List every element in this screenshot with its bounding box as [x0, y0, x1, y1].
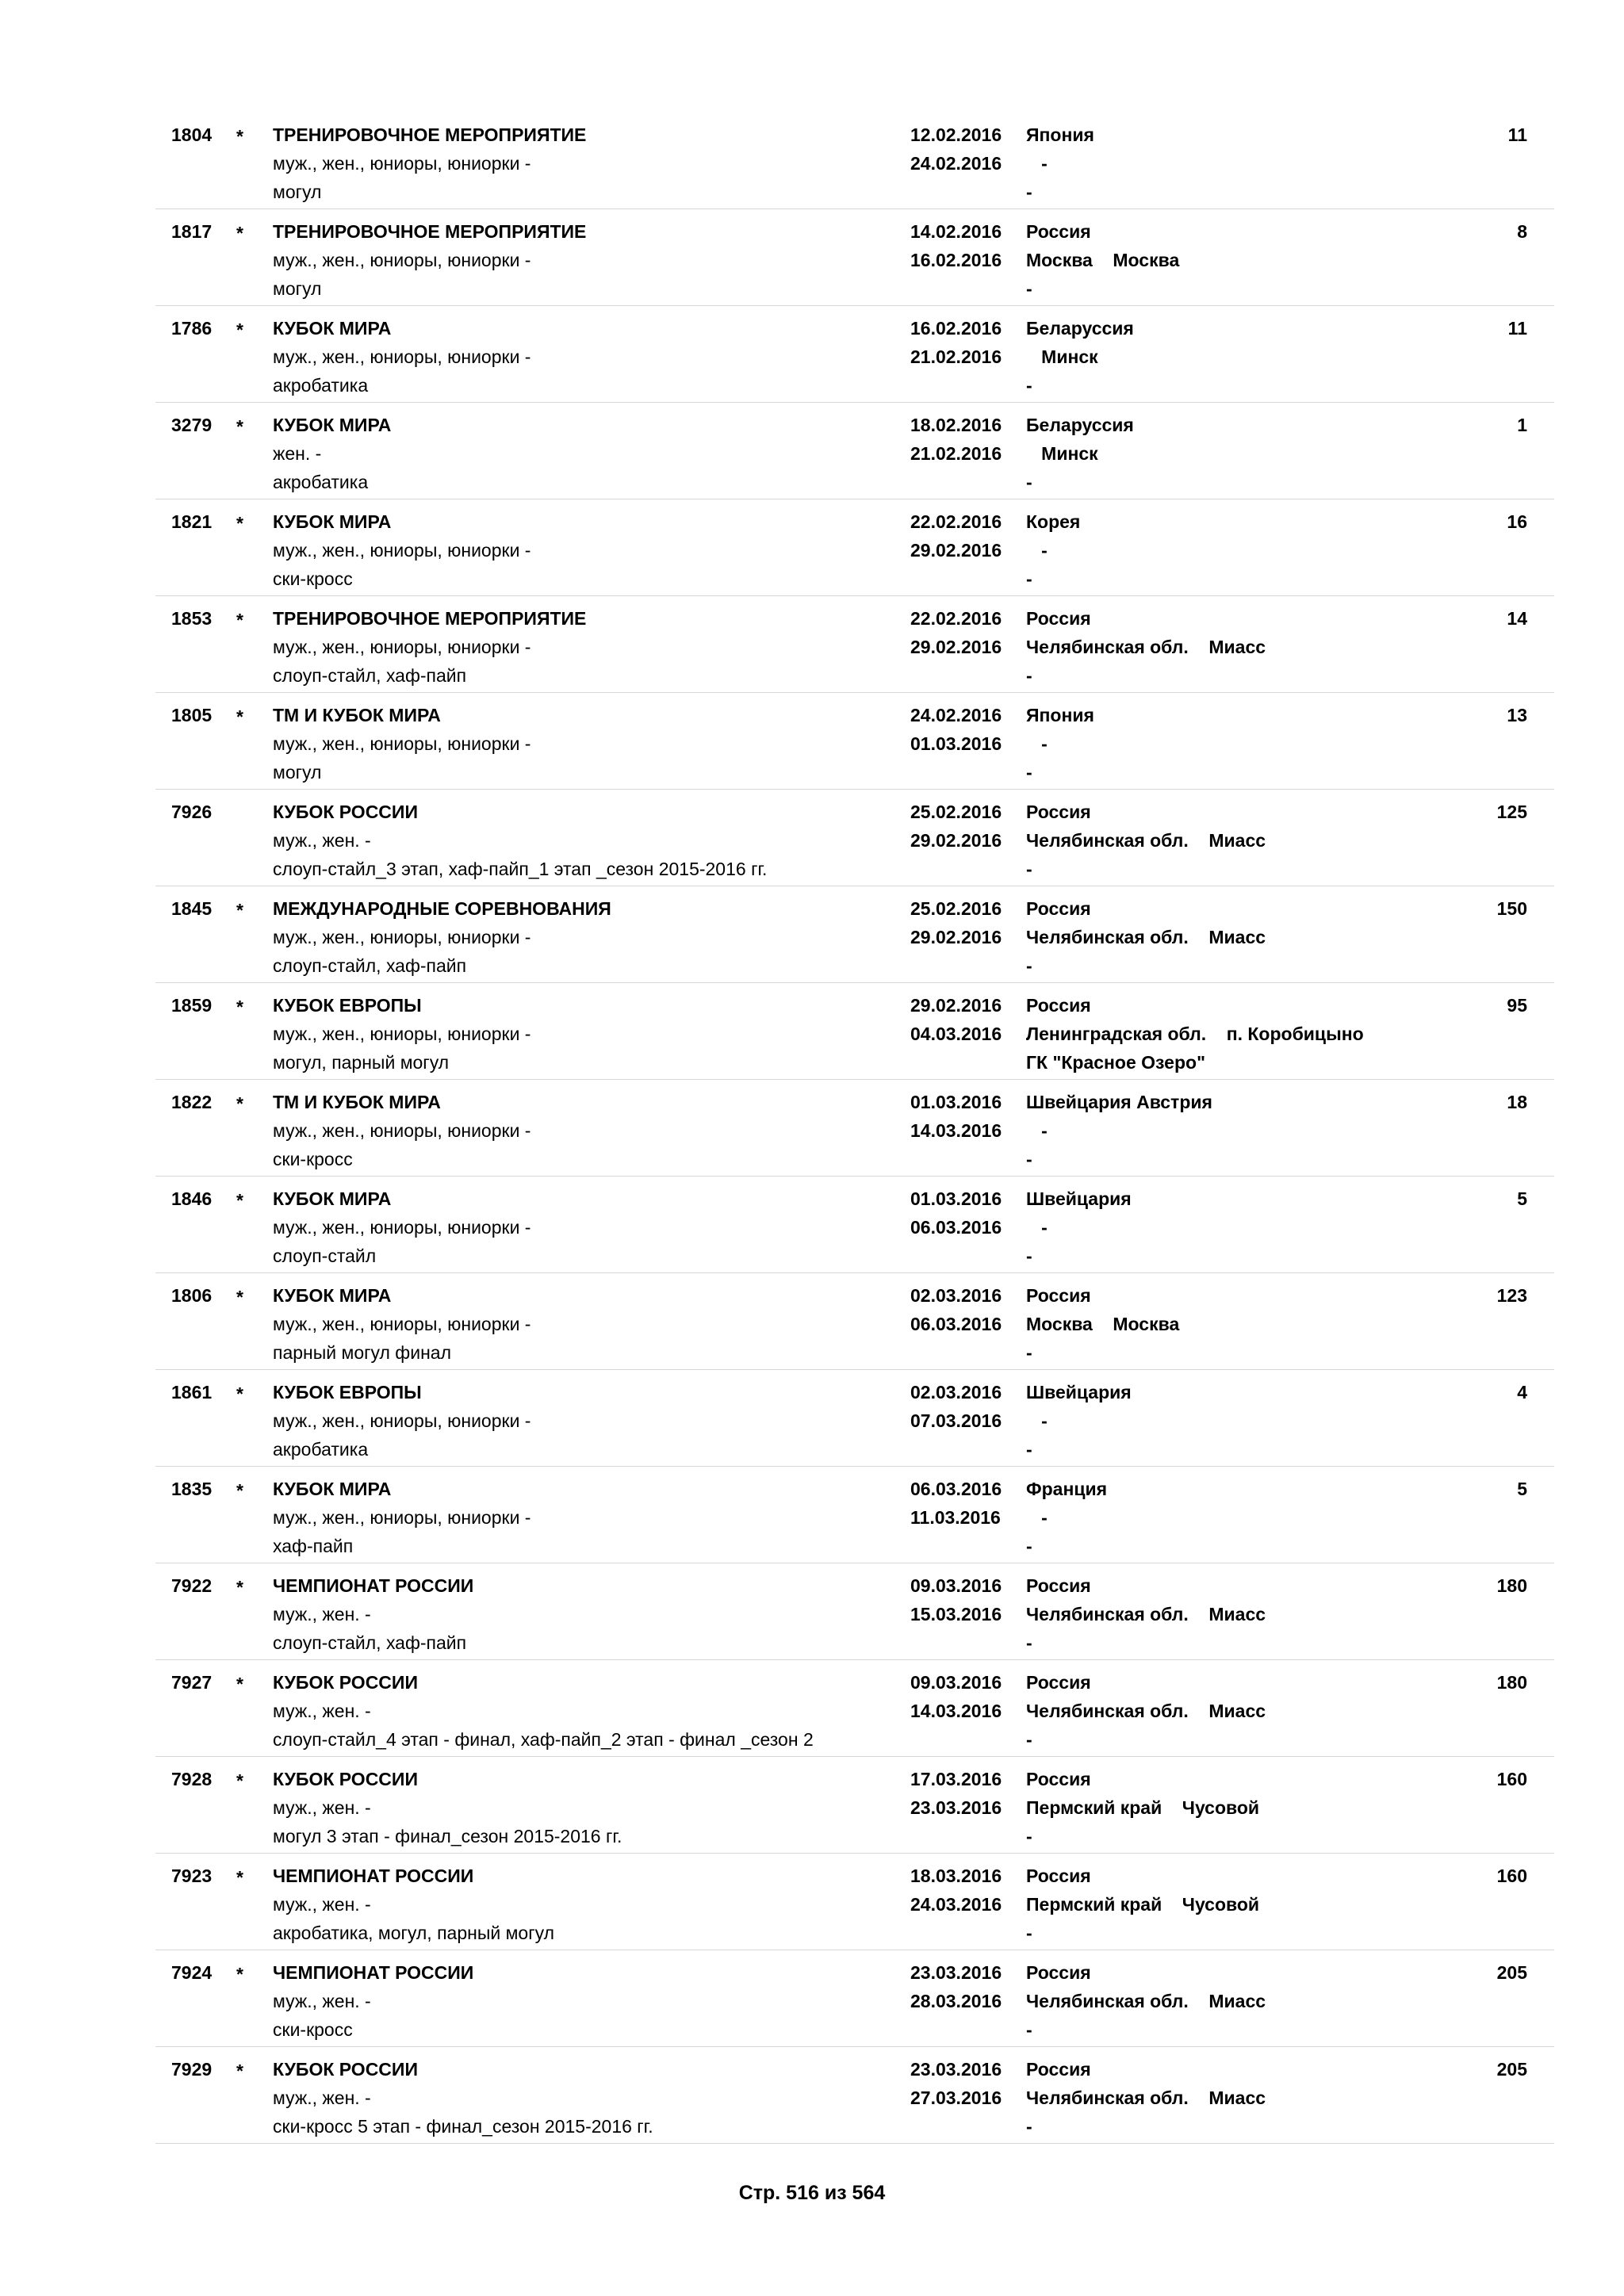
event-country: Россия	[1026, 1575, 1091, 1596]
event-title: КУБОК ЕВРОПЫ	[273, 1382, 422, 1402]
event-id: 7923	[171, 1866, 213, 1886]
event-participant-count: 5	[1517, 1479, 1527, 1499]
event-discipline: слоуп-стайл	[273, 1246, 377, 1266]
event-id: 3279	[171, 415, 213, 435]
event-country: Россия	[1026, 1866, 1091, 1886]
event-venue: -	[1026, 1246, 1032, 1266]
event-location: Пермский край Чусовой	[1026, 1797, 1260, 1818]
event-title: ЧЕМПИОНАТ РОССИИ	[273, 1575, 474, 1596]
event-title: КУБОК МИРА	[273, 1479, 392, 1499]
event-location: -	[1026, 1120, 1048, 1141]
event-id: 1822	[171, 1092, 213, 1112]
event-participants: муж., жен., юниоры, юниорки -	[273, 1217, 531, 1238]
event-date-end: 14.03.2016	[910, 1701, 1002, 1721]
event-row	[155, 983, 1554, 1080]
event-date-end: 01.03.2016	[910, 733, 1002, 754]
event-country: Россия	[1026, 1962, 1091, 1983]
event-row	[155, 886, 1554, 983]
event-participant-count: 14	[1507, 608, 1527, 629]
event-row	[155, 790, 1554, 886]
event-title: КУБОК РОССИИ	[273, 1672, 418, 1693]
event-row	[155, 1950, 1554, 2047]
event-location: Челябинская обл. Миасс	[1026, 2087, 1266, 2108]
event-discipline: ски-кросс	[273, 2019, 353, 2040]
event-venue: -	[1026, 2019, 1032, 2040]
event-location: Челябинская обл. Миасс	[1026, 830, 1266, 851]
event-venue: -	[1026, 665, 1032, 686]
event-participant-count: 160	[1496, 1866, 1527, 1886]
event-participants: муж., жен., юниоры, юниорки -	[273, 1314, 531, 1334]
event-star-marker: *	[236, 1093, 243, 1114]
event-date-start: 18.02.2016	[910, 415, 1002, 435]
event-discipline: слоуп-стайл, хаф-пайп	[273, 1632, 467, 1653]
event-row	[155, 209, 1554, 306]
event-id: 1821	[171, 511, 213, 532]
event-row	[155, 1370, 1554, 1467]
event-discipline: могул	[273, 182, 322, 202]
event-discipline: парный могул финал	[273, 1342, 451, 1363]
event-date-end: 28.03.2016	[910, 1991, 1002, 2011]
event-date-end: 15.03.2016	[910, 1604, 1002, 1624]
event-discipline: акробатика	[273, 472, 369, 492]
event-star-marker: *	[236, 1287, 243, 1307]
event-row	[155, 403, 1554, 499]
event-participant-count: 11	[1507, 124, 1527, 145]
event-participants: муж., жен., юниоры, юниорки -	[273, 1410, 531, 1431]
event-location: -	[1026, 153, 1048, 174]
event-location: -	[1026, 1217, 1048, 1238]
event-participants: муж., жен., юниоры, юниорки -	[273, 733, 531, 754]
event-participants: муж., жен., юниоры, юниорки -	[273, 540, 531, 561]
event-participant-count: 180	[1496, 1575, 1527, 1596]
event-star-marker: *	[236, 1480, 243, 1501]
event-participants: муж., жен., юниоры, юниорки -	[273, 250, 531, 270]
event-row	[155, 1660, 1554, 1757]
event-id: 1846	[171, 1188, 213, 1209]
event-id: 1817	[171, 221, 213, 242]
event-id: 7929	[171, 2059, 213, 2080]
event-star-marker: *	[236, 1964, 243, 1984]
event-date-end: 11.03.2016	[910, 1507, 1001, 1528]
event-star-marker: *	[236, 610, 243, 630]
event-id: 7926	[171, 802, 213, 822]
event-star-marker: *	[236, 126, 243, 147]
event-title: КУБОК РОССИИ	[273, 802, 418, 822]
event-title: КУБОК МИРА	[273, 1188, 392, 1209]
event-star-marker: *	[236, 1770, 243, 1791]
event-id: 1835	[171, 1479, 213, 1499]
event-discipline: слоуп-стайл_3 этап, хаф-пайп_1 этап _сезон 2015-2016 гг.	[273, 859, 768, 879]
event-participants: муж., жен. -	[273, 1991, 371, 2011]
event-discipline: акробатика	[273, 1439, 369, 1460]
event-venue: -	[1026, 1149, 1032, 1169]
event-location: Минск	[1026, 443, 1098, 464]
event-country: Россия	[1026, 608, 1091, 629]
event-row	[155, 1177, 1554, 1273]
page-footer	[0, 2182, 1624, 2205]
event-date-end: 23.03.2016	[910, 1797, 1002, 1818]
event-participants: муж., жен., юниоры, юниорки -	[273, 927, 531, 947]
event-country: Россия	[1026, 2059, 1091, 2080]
event-row	[155, 1080, 1554, 1177]
event-participant-count: 16	[1507, 511, 1527, 532]
event-date-end: 16.02.2016	[910, 250, 1002, 270]
event-participant-count: 123	[1496, 1285, 1527, 1306]
event-location: Челябинская обл. Миасс	[1026, 1991, 1266, 2011]
event-star-marker: *	[236, 997, 243, 1017]
event-title: КУБОК ЕВРОПЫ	[273, 995, 422, 1016]
event-date-start: 22.02.2016	[910, 608, 1002, 629]
event-date-start: 06.03.2016	[910, 1479, 1002, 1499]
event-date-start: 25.02.2016	[910, 898, 1002, 919]
event-row	[155, 2047, 1554, 2144]
event-country: Беларуссия	[1026, 415, 1134, 435]
event-date-end: 29.02.2016	[910, 637, 1002, 657]
event-title: МЕЖДУНАРОДНЫЕ СОРЕВНОВАНИЯ	[273, 898, 611, 919]
event-venue: ГК "Красное Озеро"	[1026, 1052, 1205, 1073]
event-participants: муж., жен. -	[273, 2087, 371, 2108]
event-star-marker: *	[236, 900, 243, 920]
event-discipline: хаф-пайп	[273, 1536, 354, 1556]
event-country: Россия	[1026, 1285, 1091, 1306]
event-country: Беларуссия	[1026, 318, 1134, 339]
event-discipline: ски-кросс	[273, 568, 353, 589]
event-participants: жен. -	[273, 443, 322, 464]
event-row	[155, 1273, 1554, 1370]
event-location: Челябинская обл. Миасс	[1026, 637, 1266, 657]
event-star-marker: *	[236, 1190, 243, 1211]
event-date-end: 29.02.2016	[910, 830, 1002, 851]
event-date-end: 29.02.2016	[910, 540, 1002, 561]
event-discipline: ски-кросс	[273, 1149, 353, 1169]
event-participants: муж., жен. -	[273, 1604, 371, 1624]
event-date-start: 16.02.2016	[910, 318, 1002, 339]
event-id: 1805	[171, 705, 213, 725]
event-title: КУБОК РОССИИ	[273, 1769, 418, 1789]
event-date-end: 06.03.2016	[910, 1314, 1002, 1334]
event-country: Швейцария	[1026, 1382, 1132, 1402]
event-date-end: 21.02.2016	[910, 346, 1002, 367]
event-participant-count: 11	[1507, 318, 1527, 339]
event-id: 7927	[171, 1672, 213, 1693]
event-participant-count: 4	[1517, 1382, 1527, 1402]
event-participants: муж., жен. -	[273, 1701, 371, 1721]
event-row	[155, 306, 1554, 403]
event-participants: муж., жен., юниоры, юниорки -	[273, 346, 531, 367]
event-location: -	[1026, 733, 1048, 754]
event-star-marker: *	[236, 513, 243, 534]
event-country: Корея	[1026, 511, 1081, 532]
event-date-end: 24.03.2016	[910, 1894, 1002, 1915]
event-id: 7928	[171, 1769, 213, 1789]
events-table	[155, 113, 1554, 2144]
event-id: 1806	[171, 1285, 213, 1306]
event-id: 1861	[171, 1382, 213, 1402]
event-country: Россия	[1026, 898, 1091, 919]
event-title: ЧЕМПИОНАТ РОССИИ	[273, 1962, 474, 1983]
event-date-start: 23.03.2016	[910, 1962, 1002, 1983]
event-country: Франция	[1026, 1479, 1108, 1499]
event-date-start: 12.02.2016	[910, 124, 1002, 145]
event-id: 1859	[171, 995, 213, 1016]
event-country: Швейцария Австрия	[1026, 1092, 1212, 1112]
event-date-start: 02.03.2016	[910, 1285, 1002, 1306]
event-star-marker: *	[236, 223, 243, 243]
event-participants: муж., жен. -	[273, 1894, 371, 1915]
event-venue: -	[1026, 182, 1032, 202]
event-participant-count: 8	[1517, 221, 1527, 242]
event-star-marker: *	[236, 1674, 243, 1694]
event-venue: -	[1026, 762, 1032, 783]
event-country: Россия	[1026, 995, 1091, 1016]
event-id: 1845	[171, 898, 213, 919]
event-row	[155, 1854, 1554, 1950]
event-discipline: ски-кросс 5 этап - финал_сезон 2015-2016 гг.	[273, 2116, 653, 2137]
event-participant-count: 125	[1496, 802, 1527, 822]
event-participant-count: 13	[1507, 705, 1527, 725]
event-discipline: могул, парный могул	[273, 1052, 450, 1073]
event-date-end: 07.03.2016	[910, 1410, 1002, 1431]
event-row	[155, 1563, 1554, 1660]
event-venue: -	[1026, 2116, 1032, 2137]
event-discipline: могул 3 этап - финал_сезон 2015-2016 гг.	[273, 1826, 622, 1846]
event-discipline: слоуп-стайл, хаф-пайп	[273, 955, 467, 976]
event-location: Челябинская обл. Миасс	[1026, 1701, 1266, 1721]
event-date-start: 01.03.2016	[910, 1092, 1002, 1112]
event-star-marker: *	[236, 416, 243, 437]
event-title: КУБОК МИРА	[273, 511, 392, 532]
event-title: КУБОК РОССИИ	[273, 2059, 418, 2080]
event-country: Швейцария	[1026, 1188, 1132, 1209]
event-participants: муж., жен., юниоры, юниорки -	[273, 1120, 531, 1141]
event-discipline: акробатика	[273, 375, 369, 396]
event-date-start: 01.03.2016	[910, 1188, 1002, 1209]
event-title: КУБОК МИРА	[273, 1285, 392, 1306]
event-participant-count: 150	[1496, 898, 1527, 919]
event-location: Ленинградская обл. п. Коробицыно	[1026, 1024, 1364, 1044]
event-date-start: 29.02.2016	[910, 995, 1002, 1016]
event-row	[155, 1467, 1554, 1563]
event-participants: муж., жен., юниоры, юниорки -	[273, 1024, 531, 1044]
event-discipline: могул	[273, 762, 322, 783]
event-title: ТМ И КУБОК МИРА	[273, 705, 441, 725]
event-title: ТРЕНИРОВОЧНОЕ МЕРОПРИЯТИЕ	[273, 608, 587, 629]
event-venue: -	[1026, 1342, 1032, 1363]
event-country: Япония	[1026, 124, 1094, 145]
event-location: Москва Москва	[1026, 250, 1180, 270]
event-title: ТРЕНИРОВОЧНОЕ МЕРОПРИЯТИЕ	[273, 124, 587, 145]
event-participant-count: 180	[1496, 1672, 1527, 1693]
event-country: Россия	[1026, 221, 1091, 242]
event-id: 1804	[171, 124, 213, 145]
event-star-marker: *	[236, 1867, 243, 1888]
event-venue: -	[1026, 859, 1032, 879]
event-location: Москва Москва	[1026, 1314, 1180, 1334]
event-participant-count: 95	[1507, 995, 1527, 1016]
event-date-start: 18.03.2016	[910, 1866, 1002, 1886]
event-star-marker: *	[236, 2061, 243, 2081]
event-venue: -	[1026, 472, 1032, 492]
event-title: ТРЕНИРОВОЧНОЕ МЕРОПРИЯТИЕ	[273, 221, 587, 242]
event-venue: -	[1026, 1632, 1032, 1653]
event-row	[155, 499, 1554, 596]
event-date-start: 23.03.2016	[910, 2059, 1002, 2080]
event-discipline: слоуп-стайл_4 этап - финал, хаф-пайп_2 этап - финал _сезон 2	[273, 1729, 814, 1750]
event-location: Пермский край Чусовой	[1026, 1894, 1260, 1915]
event-title: КУБОК МИРА	[273, 415, 392, 435]
event-title: ТМ И КУБОК МИРА	[273, 1092, 441, 1112]
event-date-start: 24.02.2016	[910, 705, 1002, 725]
event-venue: -	[1026, 1439, 1032, 1460]
event-participant-count: 160	[1496, 1769, 1527, 1789]
event-location: -	[1026, 540, 1048, 561]
event-row	[155, 693, 1554, 790]
event-participants: муж., жен., юниоры, юниорки -	[273, 153, 531, 174]
event-participant-count: 5	[1517, 1188, 1527, 1209]
event-star-marker: *	[236, 320, 243, 340]
event-participant-count: 205	[1496, 2059, 1527, 2080]
event-discipline: акробатика, могул, парный могул	[273, 1923, 554, 1943]
event-country: Россия	[1026, 802, 1091, 822]
event-participants: муж., жен., юниоры, юниорки -	[273, 1507, 531, 1528]
event-discipline: могул	[273, 278, 322, 299]
event-country: Япония	[1026, 705, 1094, 725]
event-participants: муж., жен., юниоры, юниорки -	[273, 637, 531, 657]
event-date-start: 09.03.2016	[910, 1575, 1002, 1596]
event-title: КУБОК МИРА	[273, 318, 392, 339]
event-id: 1786	[171, 318, 213, 339]
event-date-end: 06.03.2016	[910, 1217, 1002, 1238]
event-participant-count: 18	[1507, 1092, 1527, 1112]
event-date-end: 27.03.2016	[910, 2087, 1002, 2108]
event-participants: муж., жен. -	[273, 830, 371, 851]
event-venue: -	[1026, 1923, 1032, 1943]
event-id: 7922	[171, 1575, 213, 1596]
event-date-end: 24.02.2016	[910, 153, 1002, 174]
event-venue: -	[1026, 1536, 1032, 1556]
event-date-end: 04.03.2016	[910, 1024, 1002, 1044]
event-participants: муж., жен. -	[273, 1797, 371, 1818]
event-date-end: 29.02.2016	[910, 927, 1002, 947]
event-title: ЧЕМПИОНАТ РОССИИ	[273, 1866, 474, 1886]
event-venue: -	[1026, 1729, 1032, 1750]
event-id: 7924	[171, 1962, 213, 1983]
event-date-start: 02.03.2016	[910, 1382, 1002, 1402]
page-number-label: Стр. 516 из 564	[738, 2182, 886, 2204]
event-date-start: 25.02.2016	[910, 802, 1002, 822]
event-location: -	[1026, 1410, 1048, 1431]
event-star-marker: *	[236, 706, 243, 727]
event-date-start: 22.02.2016	[910, 511, 1002, 532]
event-venue: -	[1026, 375, 1032, 396]
event-date-start: 17.03.2016	[910, 1769, 1002, 1789]
event-location: Челябинская обл. Миасс	[1026, 1604, 1266, 1624]
event-star-marker: *	[236, 1577, 243, 1598]
event-country: Россия	[1026, 1769, 1091, 1789]
event-date-end: 21.02.2016	[910, 443, 1002, 464]
event-location: Челябинская обл. Миасс	[1026, 927, 1266, 947]
event-participant-count: 205	[1496, 1962, 1527, 1983]
event-discipline: слоуп-стайл, хаф-пайп	[273, 665, 467, 686]
event-venue: -	[1026, 1826, 1032, 1846]
event-date-start: 14.02.2016	[910, 221, 1002, 242]
event-venue: -	[1026, 568, 1032, 589]
event-row	[155, 1757, 1554, 1854]
event-location: Минск	[1026, 346, 1098, 367]
event-location: -	[1026, 1507, 1048, 1528]
event-star-marker: *	[236, 1383, 243, 1404]
event-row	[155, 596, 1554, 693]
event-id: 1853	[171, 608, 213, 629]
event-venue: -	[1026, 955, 1032, 976]
event-date-start: 09.03.2016	[910, 1672, 1002, 1693]
event-venue: -	[1026, 278, 1032, 299]
event-date-end: 14.03.2016	[910, 1120, 1002, 1141]
event-participant-count: 1	[1517, 415, 1527, 435]
event-country: Россия	[1026, 1672, 1091, 1693]
event-row	[155, 113, 1554, 209]
